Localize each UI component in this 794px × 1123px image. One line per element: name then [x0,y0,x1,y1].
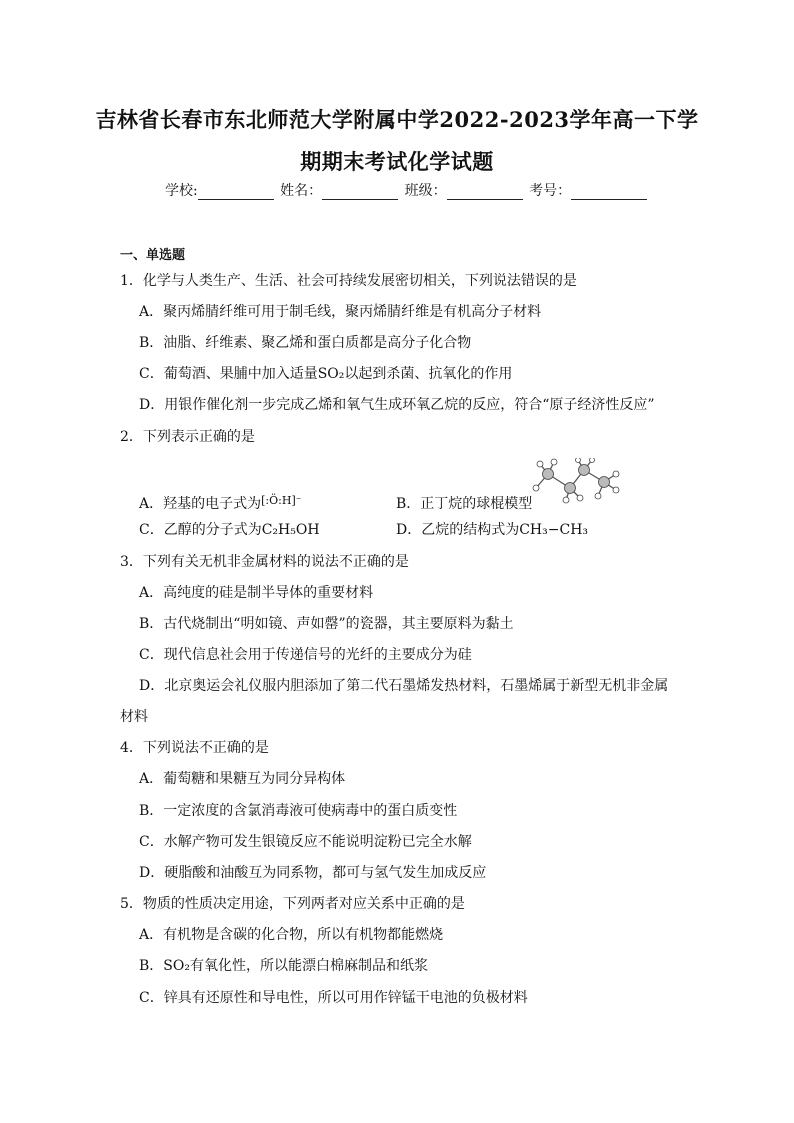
school-label: 学校: [165,183,198,199]
class-blank[interactable] [447,185,523,200]
class-label: 班级： [404,183,447,199]
question-4-stem: 4．下列说法不正确的是 [120,740,269,756]
butane-ball-stick-model [528,458,624,504]
number-label: 考号： [529,183,572,199]
question-1-stem: 1．化学与人类生产、生活、社会可持续发展密切相关，下列说法错误的是 [120,273,577,289]
exam-title-line1: 吉林省长春市东北师范大学附属中学2022-2023学年高一下学 [95,107,699,132]
exam-title-line2: 期期末考试化学试题 [300,149,494,174]
question-5-option-b: B．SO₂有氧化性，所以能漂白棉麻制品和纸浆 [139,958,428,974]
question-5-stem: 5．物质的性质决定用途，下列两者对应关系中正确的是 [120,896,465,912]
question-5-option-a: A．有机物是含碳的化合物，所以有机物都能燃烧 [139,927,444,943]
question-4-option-b: B．一定浓度的含氯消毒液可使病毒中的蛋白质变性 [139,803,458,819]
question-3-option-b: B．古代烧制出“明如镜、声如罄”的瓷器，其主要原料为黏土 [139,616,514,632]
question-4-option-d: D．硬脂酸和油酸互为同系物，都可与氢气发生加成反应 [139,865,487,881]
question-3-stem: 3．下列有关无机非金属材料的说法不正确的是 [120,554,409,570]
student-info-row [165,180,649,200]
school-blank[interactable] [198,185,274,200]
question-5-option-c: C．锌具有还原性和导电性，所以可用作锌锰干电池的负极材料 [139,990,528,1006]
name-label: 姓名： [280,183,323,199]
question-1-option-a: A．聚丙烯腈纤维可用于制毛线，聚丙烯腈纤维是有机高分子材料 [139,304,542,320]
question-1-option-b: B．油脂、纤维素、聚乙烯和蛋白质都是高分子化合物 [139,335,472,351]
question-2-option-a [139,493,302,513]
number-blank[interactable] [571,185,647,200]
question-2-option-d: D．乙烷的结构式为CH₃−CH₃ [396,522,589,538]
name-blank[interactable] [322,185,398,200]
question-1-option-c: C．葡萄酒、果脯中加入适量SO₂以起到杀菌、抗氧化的作用 [139,366,513,382]
hydroxyl-lewis-structure: [:Ö:H]⁻ [261,494,302,507]
question-3-option-c: C．现代信息社会用于传递信号的光纤的主要成分为硅 [139,647,472,663]
question-2-option-a-text: A．羟基的电子式为 [139,496,262,512]
section-heading: 一、单选题 [120,248,186,263]
question-4-option-a: A．葡萄糖和果糖互为同分异构体 [139,771,346,787]
question-2-option-c: C．乙醇的分子式为C₂H₅OH [139,522,320,538]
question-3-option-d: D．北京奥运会礼仪服内胆添加了第二代石墨烯发热材料，石墨烯属于新型无机非金属 [139,678,669,694]
question-2-stem: 2．下列表示正确的是 [120,429,255,445]
question-3-option-d-continued: 材料 [120,709,148,725]
question-2-option-b: B．正丁烷的球棍模型 [396,496,533,512]
question-3-option-a: A．高纯度的硅是制半导体的重要材料 [139,585,374,601]
question-1-option-d: D．用银作催化剂一步完成乙烯和氧气生成环氧乙烷的反应，符合“原子经济性反应” [139,397,655,413]
question-4-option-c: C．水解产物可发生银镜反应不能说明淀粉已完全水解 [139,834,472,850]
